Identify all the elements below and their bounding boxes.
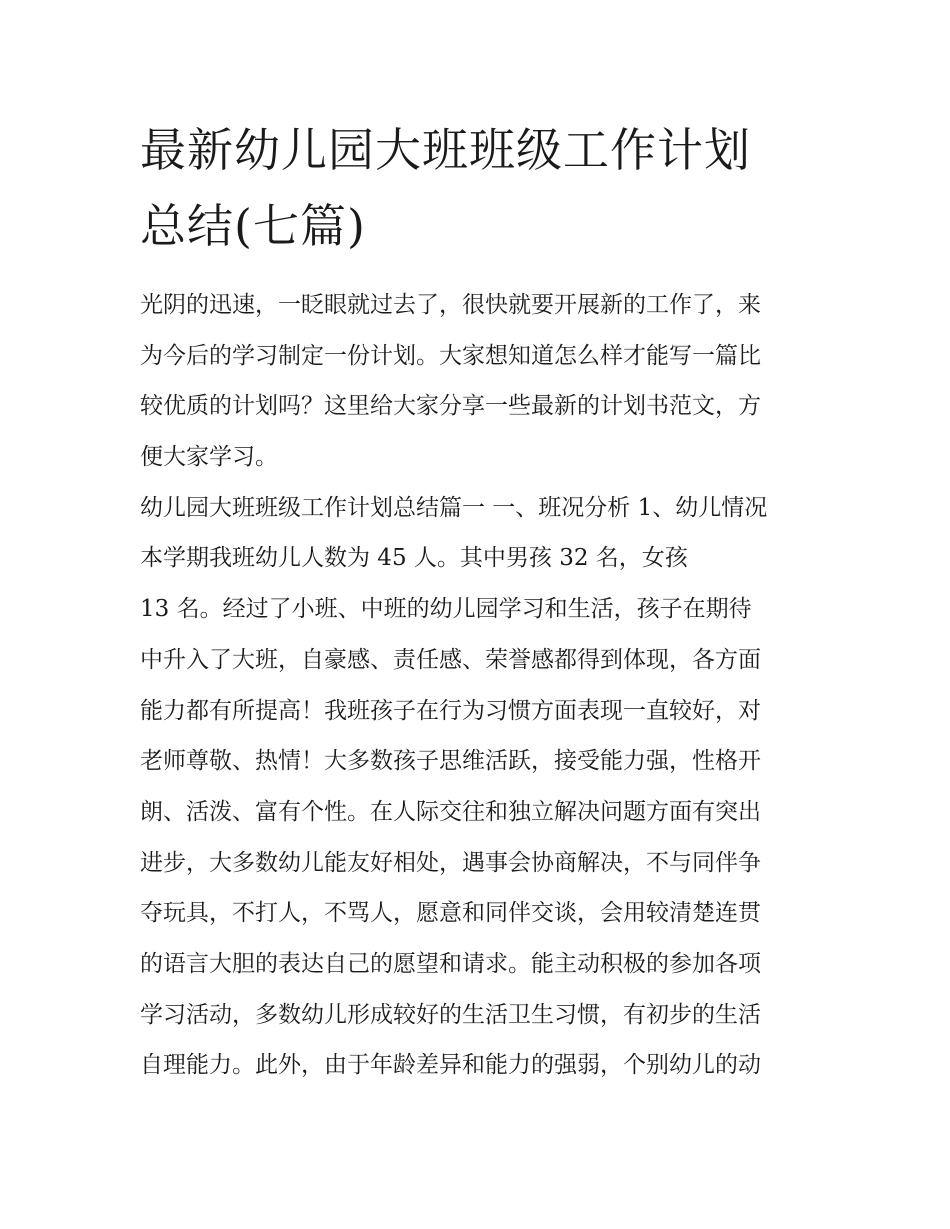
title-line: 最新幼儿园大班班级工作计划 [140, 123, 751, 177]
body-line: 的语言大胆的表达自己的愿望和请求。能主动积极的参加各项 [140, 950, 761, 977]
body-line: 中升入了大班，自豪感、责任感、荣誉感都得到体现，各方面 [140, 646, 761, 673]
body-line: 幼儿园大班班级工作计划总结篇一 一、班况分析 1、幼儿情况 [140, 494, 768, 521]
body-line: 本学期我班幼儿人数为 45 人。其中男孩 32 名，女孩 [140, 545, 688, 572]
body-line: 夺玩具，不打人，不骂人，愿意和同伴交谈，会用较清楚连贯 [140, 900, 761, 927]
body-line: 较优质的计划吗？这里给大家分享一些最新的计划书范文，方 [140, 393, 761, 420]
document-body [140, 280, 815, 1091]
body-line: 能力都有所提高！我班孩子在行为习惯方面表现一直较好，对 [140, 697, 761, 724]
body-line: 朗、活泼、富有个性。在人际交往和独立解决问题方面有突出 [140, 798, 761, 825]
body-line: 自理能力。此外，由于年龄差异和能力的强弱，个别幼儿的动 [140, 1052, 761, 1079]
body-line: 为今后的学习制定一份计划。大家想知道怎么样才能写一篇比 [140, 342, 761, 369]
body-line: 进步，大多数幼儿能友好相处，遇事会协商解决，不与同伴争 [140, 849, 761, 876]
body-line: 老师尊敬、热情！大多数孩子思维活跃，接受能力强，性格开 [140, 748, 761, 775]
document-title [140, 112, 820, 264]
body-line: 光阴的迅速，一眨眼就过去了，很快就要开展新的工作了，来 [140, 292, 761, 318]
body-line: 13 名。经过了小班、中班的幼儿园学习和生活，孩子在期待 [140, 596, 752, 623]
body-line: 便大家学习。 [140, 444, 278, 471]
body-line: 学习活动，多数幼儿形成较好的生活卫生习惯，有初步的生活 [140, 1001, 761, 1028]
title-line: 总结(七篇) [140, 199, 366, 253]
